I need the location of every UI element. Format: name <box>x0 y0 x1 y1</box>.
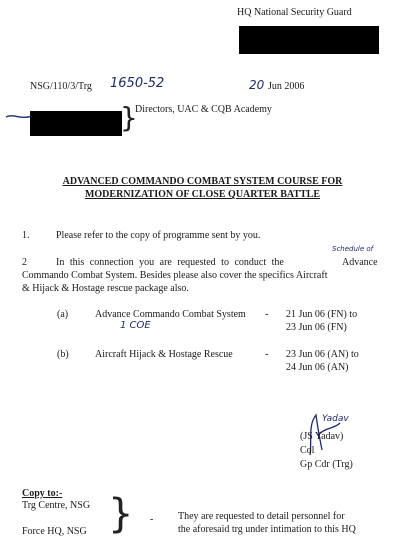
schedule-b-to: 24 Jun 06 (AN) <box>286 362 349 373</box>
copy-to-dash: - <box>150 514 154 525</box>
ref-number: NSG/110/3/Trg <box>30 81 92 92</box>
brace-icon: } <box>108 491 134 537</box>
para-2-line-2: Commando Combat System. Besides please also cover the specifics Aircraft <box>22 270 328 281</box>
schedule-a-dash: - <box>265 309 269 320</box>
handwritten-signature: Yadav <box>322 414 349 424</box>
schedule-a-to: 23 Jun 06 (FN) <box>286 322 347 333</box>
schedule-a-index: (a) <box>57 309 69 320</box>
copy-to-item-2: Force HQ, NSG <box>22 526 87 537</box>
addressee: Directors, UAC & CQB Academy <box>135 104 272 115</box>
copy-to-heading: Copy to:- <box>22 488 63 499</box>
handwritten-insert: Schedule of <box>332 245 374 253</box>
para-2-line-1-end: Advance <box>342 257 378 268</box>
handwritten-note: 1 COE <box>120 320 151 331</box>
brace-icon: } <box>120 101 138 134</box>
signatory-post: Gp Cdr (Trg) <box>300 459 353 470</box>
para-1-text: Please refer to the copy of programme sent by you. <box>56 230 261 241</box>
para-2-line-3: & Hijack & Hostage rescue package also. <box>22 283 189 294</box>
copy-to-item-1: Trg Centre, NSG <box>22 500 91 511</box>
redacted-block <box>30 111 122 136</box>
schedule-a-name: Advance Commando Combat System <box>95 309 246 320</box>
handwritten-ref-no: 1650-52 <box>110 76 165 91</box>
para-1-number: 1. <box>22 230 30 241</box>
para-2-number: 2 <box>22 257 27 268</box>
org-header: HQ National Security Guard <box>237 7 352 18</box>
para-2-line-1: In this connection you are requested to conduct the <box>56 257 284 268</box>
schedule-a-from: 21 Jun 06 (FN) to <box>286 309 358 320</box>
schedule-b-index: (b) <box>57 349 69 360</box>
subject-line-1: ADVANCED COMMANDO COMBAT SYSTEM COURSE FOR <box>62 176 343 187</box>
schedule-b-from: 23 Jun 06 (AN) to <box>286 349 359 360</box>
signatory-rank: Col <box>300 445 315 456</box>
schedule-b-dash: - <box>265 349 269 360</box>
schedule-b-name: Aircraft Hijack & Hostage Rescue <box>95 349 233 360</box>
ref-date: Jun 2006 <box>268 81 305 92</box>
copy-to-note-line-1: They are requested to detail personnel for <box>178 511 345 522</box>
copy-to-note-line-2: the aforesaid trg under intimation to this HQ <box>178 524 356 535</box>
signatory-name: (JS Yadav) <box>300 431 344 442</box>
subject-line-2: MODERNIZATION OF CLOSE QUARTER BATTLE <box>84 189 321 200</box>
handwritten-day: 20 <box>249 78 265 92</box>
redacted-block <box>239 26 379 54</box>
